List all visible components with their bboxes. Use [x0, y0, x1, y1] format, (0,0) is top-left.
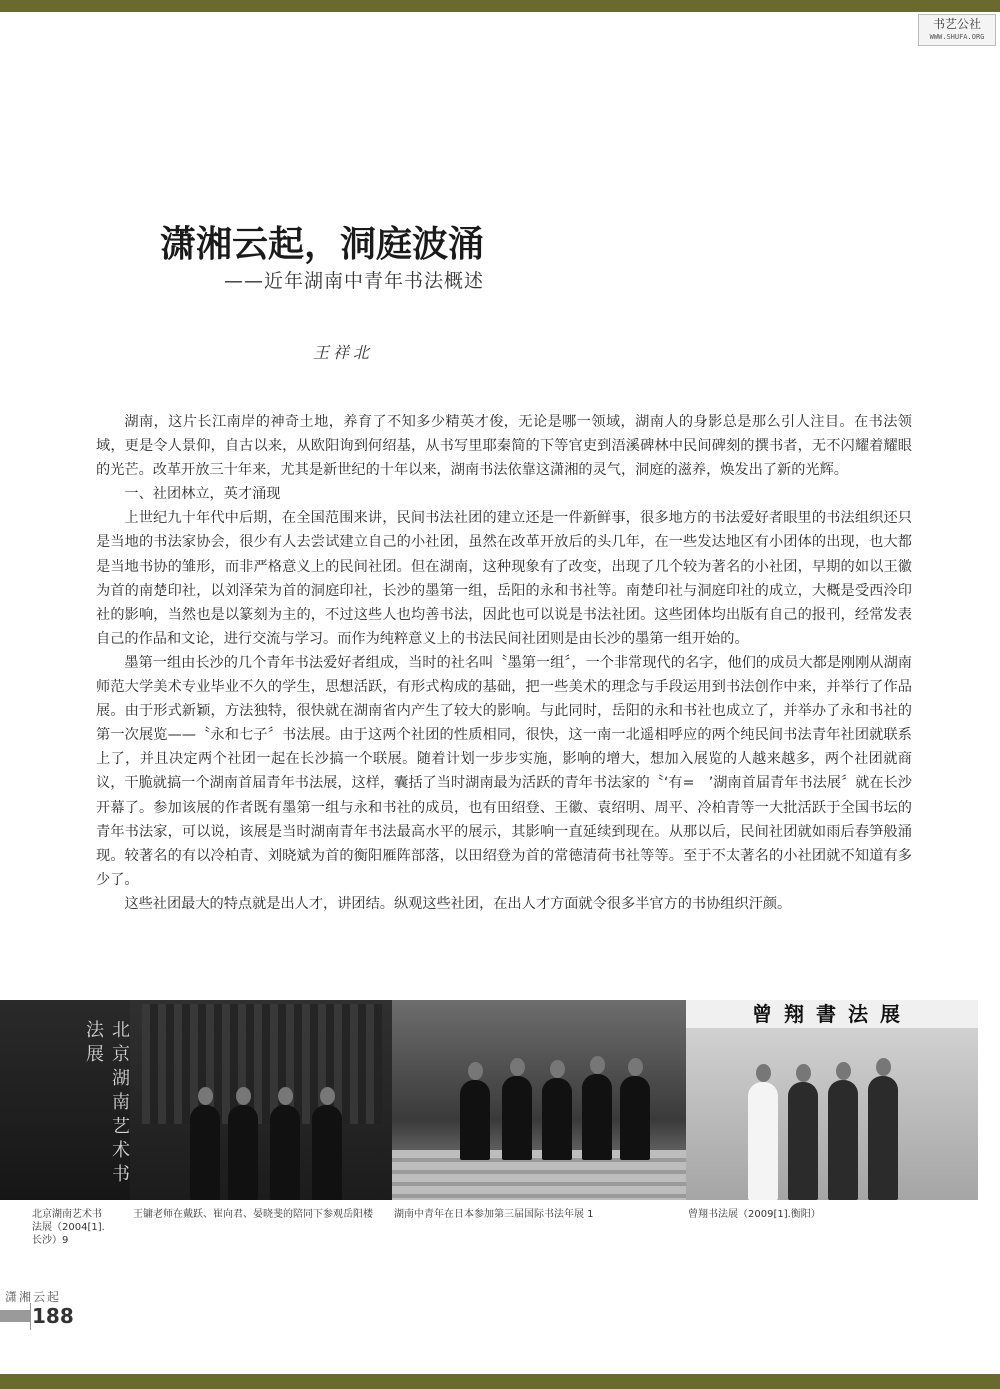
photo-group-at-stele: [130, 1000, 392, 1200]
page-number: 188: [32, 1304, 74, 1328]
page-number-bar: [0, 1310, 30, 1322]
photo-caption: 北京湖南艺术书法展（2004[1].长沙）9: [32, 1209, 105, 1246]
person-figure: [312, 1105, 342, 1200]
top-decorative-band: [0, 0, 1000, 12]
stamp-name: 书艺公社: [932, 17, 981, 31]
bottom-decorative-band: [0, 1374, 1000, 1389]
person-figure: [228, 1105, 258, 1200]
watermark-stamp: [918, 14, 996, 46]
running-title: 潇湘云起: [5, 1290, 62, 1304]
article-subtitle: ——近年湖南中青年书法概述: [224, 270, 485, 292]
exhibition-sign: 曾翔書法展: [686, 1000, 978, 1028]
person-figure: [460, 1080, 490, 1160]
stamp-url: WWW.SHUFA.ORG: [929, 33, 985, 41]
photo-caption: 王镛老师在戴跃、崔向君、晏晓斐的陪同下参观岳阳楼: [133, 1209, 373, 1220]
person-figure: [190, 1105, 220, 1200]
photo-strip: [0, 1000, 978, 1200]
paragraph: 湖南，这片长江南岸的神奇土地，养育了不知多少精英才俊，无论是哪一领域，湖南人的身影总是那么引人注目。在书法领域，更是令人景仰，自古以来，从欧阳询到何绍基，从书写里耶秦简的下等官吏到浯溪碑林中民间碑刻的撰书者，无不闪耀着耀眼的光芒。改革开放三十年来，尤其是新世纪的十年以来，湖南书法依靠这潇湘的灵气，洞庭的滋养，焕发出了新的光辉。: [96, 414, 912, 479]
scroll-inscription: 北京湖南艺术书法展: [83, 1020, 130, 1188]
person-figure: [620, 1076, 650, 1160]
photo-group-on-steps: [392, 1000, 686, 1200]
person-figure: [828, 1080, 858, 1200]
article-body: [96, 410, 912, 916]
photo-exhibition-entrance: [686, 1000, 978, 1200]
paragraph: 上世纪九十年代中后期，在全国范围来讲，民间书法社团的建立还是一件新鲜事，很多地方的书法爱好者眼里的书法组织还只是当地的书法家协会，很少有人去尝试建立自己的小社团，虽然在改革开放后的头几年，在一些发达地区有小团体的出现，也大都是当地书协的雏形，而非严格意义上的民间社团。但在湖南，这种现象有了改变，出现了几个较为著名的小社团，早期的如以王徽为首的南楚印社，以刘泽荣为首的洞庭印社，长沙的墨第一组，岳阳的永和书社等。南楚印社与洞庭印社的成立，大概是受西泠印社的影响，当然也是以篆刻为主的，不过这些人也均善书法，因此也可以说是书法社团。这些团体均出版有自己的报刊，经常发表自己的作品和文论，进行交流与学习。而作为纯粹意义上的书法民间社团则是由长沙的墨第一组开始的。: [96, 510, 912, 647]
stele-inscription-wall: [142, 1004, 382, 1124]
person-figure: [748, 1082, 778, 1200]
author-name: 王祥北: [313, 343, 374, 362]
paragraph: 这些社团最大的特点就是出人才，讲团结。纵观这些社团，在出人才方面就令很多半官方的书协组织汗颜。: [124, 895, 792, 912]
photo-calligraphy-scroll: [0, 1000, 130, 1200]
page-number-box: [0, 1303, 74, 1330]
section-heading: 一、社团林立，英才涌现: [124, 486, 281, 503]
paragraph: 墨第一组由长沙的几个青年书法爱好者组成，当时的社名叫〝墨第一组〞，一个非常现代的名字，他们的成员大都是刚刚从湖南师范大学美术专业毕业不久的学生，思想活跃，有形式构成的基础，把一些美术的理念与手段运用到书法创作中来，并举行了作品展。由于形式新颖，方法独特，很快就在湖南省内产生了较大的影响。与此同时，岳阳的永和书社也成立了，并举办了永和书社的第一次展览——〝永和七子〞书法展。由于这两个社团的性质相同，很快，这一南一北遥相呼应的两个纯民间书法青年社团就联系上了，并且决定两个社团一起在长沙搞一个联展。随着计划一步步实施，影响的增大，想加入展览的人越来越多，两个社团就商议，干脆就搞一个湖南首届青年书法展，这样，囊括了当时湖南最为活跃的青年书法家的〝‘有= ’湖南首届青年书法展〞就在长沙开幕了。参加该展的作者既有墨第一组与永和书社的成员，也有田绍登、王徽、袁绍明、周平、冷柏青等一大批活跃于全国书坛的青年书法家，可以说，该展是当时湖南青年书法最高水平的展示，其影响一直延续到现在。从那以后，民间社团就如雨后春笋般涌现。较著名的有以冷柏青、刘晓斌为首的衡阳雁阵部落，以田绍登为首的常德清荷书社等等。至于不太著名的小社团就不知道有多少了。: [96, 654, 912, 888]
photo-caption: 湖南中青年在日本参加第三届国际书法年展 1: [394, 1209, 594, 1220]
person-figure: [788, 1082, 818, 1200]
person-figure: [868, 1076, 898, 1200]
photo-caption: 曾翔书法展（2009[1].衡阳）: [688, 1209, 821, 1220]
person-figure: [502, 1076, 532, 1160]
person-figure: [542, 1078, 572, 1160]
article-title: 潇湘云起，洞庭波涌: [160, 223, 485, 265]
person-figure: [270, 1105, 300, 1200]
person-figure: [582, 1074, 612, 1160]
